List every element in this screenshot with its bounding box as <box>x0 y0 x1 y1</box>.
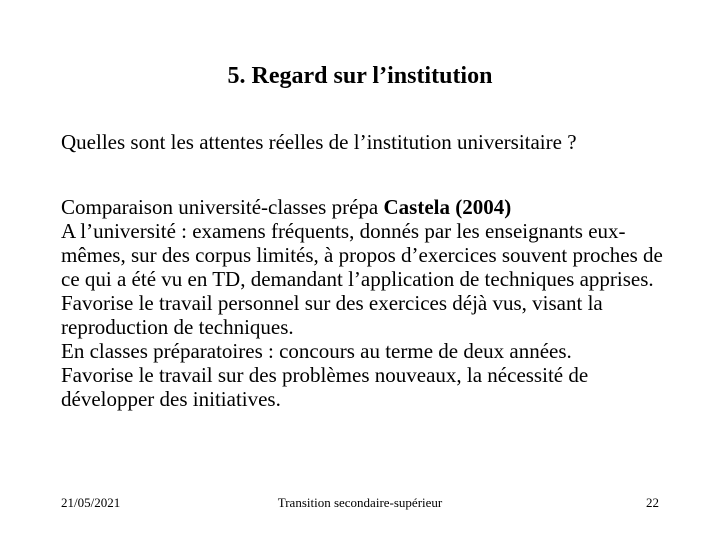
comparison-line <box>61 195 681 219</box>
page-number: 22 <box>646 495 659 510</box>
paragraph-favorise-1: Favorise le travail personnel sur des exercices déjà vus, visant la reproduction de techniques. <box>61 291 603 339</box>
footer-date: 21/05/2021 <box>61 495 121 510</box>
paragraph-favorise-2: Favorise le travail sur des problèmes nouveaux, la nécessité de développer des initiatives. <box>61 363 589 411</box>
comparison-prefix: Comparaison université-classes prépa <box>61 195 384 219</box>
paragraph-universite: A l’université : examens fréquents, donnés par les enseignants eux-mêmes, sur des corpus limités, à propos d’exercices souvent proches de ce qui a été vu en TD, demandant l’application de techniques apprises. <box>61 219 663 291</box>
comparison-author: Castela (2004) <box>383 195 512 219</box>
slide-body <box>61 195 681 411</box>
footer-title: Transition secondaire-supérieur <box>277 495 443 510</box>
slide-title: 5. Regard sur l’institution <box>227 63 493 89</box>
paragraph-classes: En classes préparatoires : concours au terme de deux années. <box>61 339 572 363</box>
question-text: Quelles sont les attentes réelles de l’institution universitaire ? <box>61 130 577 154</box>
